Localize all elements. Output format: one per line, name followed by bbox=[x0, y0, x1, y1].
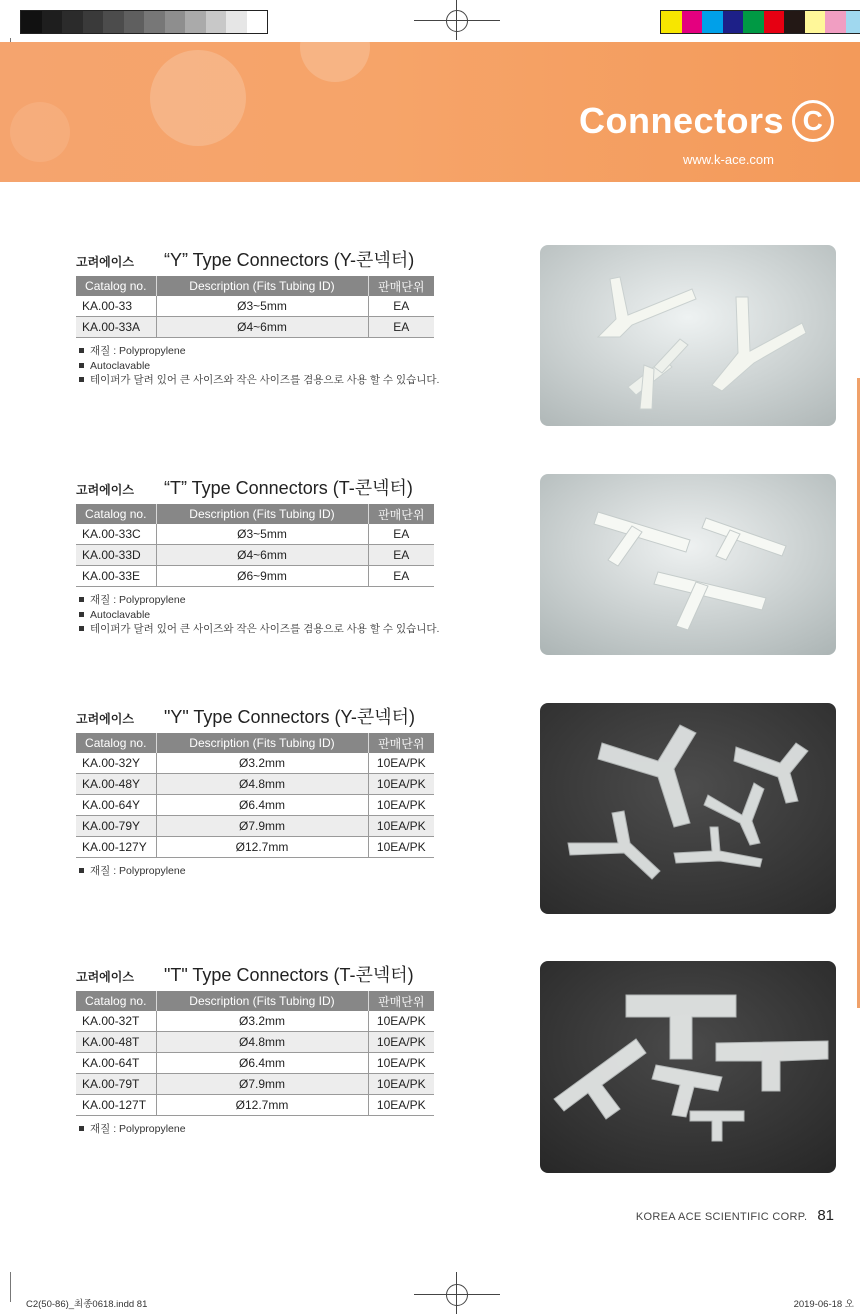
color-swatch bbox=[226, 11, 247, 33]
color-swatch bbox=[165, 11, 186, 33]
website-url[interactable]: www.k-ace.com bbox=[682, 152, 774, 167]
table-row bbox=[76, 566, 434, 587]
table-header-row bbox=[76, 504, 434, 524]
note-item: 재질 : Polypropylene bbox=[76, 864, 436, 879]
table-row bbox=[76, 317, 434, 338]
cell-description: Ø6.4mm bbox=[156, 795, 368, 816]
cell-unit: 10EA/PK bbox=[368, 816, 434, 837]
section-title: “T” Type Connectors (T-콘넥터) bbox=[163, 478, 413, 498]
color-swatch bbox=[42, 11, 63, 33]
color-swatch bbox=[682, 11, 703, 33]
crop-mark-left-bottom bbox=[10, 1272, 11, 1302]
header-description: Description (Fits Tubing ID) bbox=[156, 504, 368, 524]
cell-description: Ø3.2mm bbox=[156, 1011, 368, 1032]
table-row bbox=[76, 753, 434, 774]
cell-catalog: KA.00-64T bbox=[76, 1053, 156, 1074]
cell-description: Ø6.4mm bbox=[156, 1053, 368, 1074]
note-item: Autoclavable bbox=[76, 359, 436, 374]
cell-catalog: KA.00-48Y bbox=[76, 774, 156, 795]
header-unit: 판매단위 bbox=[368, 733, 434, 753]
cell-description: Ø3~5mm bbox=[156, 524, 368, 545]
color-swatch bbox=[103, 11, 124, 33]
product-photo-y-connectors-pk bbox=[540, 703, 836, 914]
cell-catalog: KA.00-48T bbox=[76, 1032, 156, 1053]
brand-name: 고려에이스 bbox=[76, 255, 134, 269]
table-row bbox=[76, 1074, 434, 1095]
color-swatch bbox=[784, 11, 805, 33]
cell-description: Ø12.7mm bbox=[156, 837, 368, 858]
table-row bbox=[76, 1032, 434, 1053]
color-swatch bbox=[764, 11, 785, 33]
table-header-row bbox=[76, 991, 434, 1011]
color-swatch bbox=[124, 11, 145, 33]
cell-catalog: KA.00-127T bbox=[76, 1095, 156, 1116]
cell-unit: 10EA/PK bbox=[368, 837, 434, 858]
cell-unit: EA bbox=[368, 317, 434, 338]
cmyk-color-bar bbox=[660, 10, 860, 34]
cell-unit: 10EA/PK bbox=[368, 795, 434, 816]
header-catalog: Catalog no. bbox=[76, 733, 156, 753]
color-swatch bbox=[62, 11, 83, 33]
notes-list bbox=[76, 593, 440, 637]
note-item: 테이퍼가 달려 있어 큰 사이즈와 작은 사이즈를 겸용으로 사용 할 수 있습니다. bbox=[76, 373, 436, 388]
header-catalog: Catalog no. bbox=[76, 276, 156, 296]
color-swatch bbox=[206, 11, 227, 33]
header-unit: 판매단위 bbox=[368, 504, 434, 524]
color-swatch bbox=[723, 11, 744, 33]
notes-list bbox=[76, 1122, 436, 1137]
product-photo-y-connectors-taper bbox=[540, 245, 836, 426]
section-title: "T" Type Connectors (T-콘넥터) bbox=[163, 965, 414, 985]
company-name: KOREA ACE SCIENTIFIC CORP. bbox=[635, 1211, 808, 1223]
color-swatch bbox=[846, 11, 860, 33]
table-row bbox=[76, 1053, 434, 1074]
product-section-t-type-33 bbox=[76, 474, 440, 637]
header-description: Description (Fits Tubing ID) bbox=[156, 733, 368, 753]
page-footer bbox=[636, 1207, 834, 1224]
page-number: 81 bbox=[817, 1207, 834, 1224]
cell-unit: EA bbox=[368, 545, 434, 566]
brand-name: 고려에이스 bbox=[76, 483, 134, 497]
section-title: "Y" Type Connectors (Y-콘넥터) bbox=[163, 707, 416, 727]
grayscale-color-bar bbox=[20, 10, 268, 34]
cell-unit: 10EA/PK bbox=[368, 1053, 434, 1074]
cell-catalog: KA.00-32T bbox=[76, 1011, 156, 1032]
spec-table bbox=[76, 733, 434, 858]
brand-name: 고려에이스 bbox=[76, 970, 134, 984]
product-section-y-type-pk bbox=[76, 703, 436, 879]
page-title: Connectors C bbox=[579, 100, 834, 142]
notes-list bbox=[76, 864, 436, 879]
cell-unit: EA bbox=[368, 524, 434, 545]
color-swatch bbox=[21, 11, 42, 33]
cell-description: Ø4.8mm bbox=[156, 774, 368, 795]
section-badge: C bbox=[792, 100, 834, 142]
note-item: 재질 : Polypropylene bbox=[76, 593, 436, 608]
section-heading bbox=[76, 703, 436, 729]
table-row bbox=[76, 774, 434, 795]
cell-description: Ø7.9mm bbox=[156, 1074, 368, 1095]
cell-unit: 10EA/PK bbox=[368, 1074, 434, 1095]
table-row bbox=[76, 1011, 434, 1032]
section-title: “Y” Type Connectors (Y-콘넥터) bbox=[163, 250, 415, 270]
product-photo-t-connectors-pk bbox=[540, 961, 836, 1173]
color-swatch bbox=[825, 11, 846, 33]
cell-catalog: KA.00-79Y bbox=[76, 816, 156, 837]
color-swatch bbox=[743, 11, 764, 33]
color-swatch bbox=[185, 11, 206, 33]
cell-unit: 10EA/PK bbox=[368, 1011, 434, 1032]
cell-unit: 10EA/PK bbox=[368, 1032, 434, 1053]
color-swatch bbox=[83, 11, 104, 33]
table-row bbox=[76, 545, 434, 566]
spec-table bbox=[76, 276, 434, 338]
cell-unit: 10EA/PK bbox=[368, 1095, 434, 1116]
table-row bbox=[76, 837, 434, 858]
table-row bbox=[76, 1095, 434, 1116]
cell-description: Ø3.2mm bbox=[156, 753, 368, 774]
cell-catalog: KA.00-33C bbox=[76, 524, 156, 545]
color-swatch bbox=[702, 11, 723, 33]
print-slug-file: C2(50-86)_최종0618.indd 81 bbox=[26, 1299, 148, 1310]
note-item: Autoclavable bbox=[76, 608, 436, 623]
header-catalog: Catalog no. bbox=[76, 991, 156, 1011]
cell-unit: 10EA/PK bbox=[368, 774, 434, 795]
note-item: 재질 : Polypropylene bbox=[76, 344, 436, 359]
header-description: Description (Fits Tubing ID) bbox=[156, 991, 368, 1011]
cell-unit: EA bbox=[368, 296, 434, 317]
cell-catalog: KA.00-33 bbox=[76, 296, 156, 317]
table-header-row bbox=[76, 733, 434, 753]
cell-catalog: KA.00-33A bbox=[76, 317, 156, 338]
table-row bbox=[76, 524, 434, 545]
cell-catalog: KA.00-32Y bbox=[76, 753, 156, 774]
note-item: 재질 : Polypropylene bbox=[76, 1122, 436, 1137]
product-photo-t-connectors-taper bbox=[540, 474, 836, 655]
spec-table bbox=[76, 991, 434, 1116]
cell-catalog: KA.00-33D bbox=[76, 545, 156, 566]
table-header-row bbox=[76, 276, 434, 296]
product-section-t-type-pk bbox=[76, 961, 436, 1137]
color-swatch bbox=[247, 11, 268, 33]
product-section-y-type-33 bbox=[76, 246, 440, 388]
header-unit: 판매단위 bbox=[368, 276, 434, 296]
section-heading bbox=[76, 474, 436, 500]
cell-description: Ø3~5mm bbox=[156, 296, 368, 317]
table-row bbox=[76, 296, 434, 317]
header-unit: 판매단위 bbox=[368, 991, 434, 1011]
cell-description: Ø6~9mm bbox=[156, 566, 368, 587]
section-heading bbox=[76, 961, 436, 987]
print-slug-date: 2019-06-18 오 bbox=[793, 1299, 854, 1310]
cell-description: Ø4~6mm bbox=[156, 317, 368, 338]
cell-catalog: KA.00-33E bbox=[76, 566, 156, 587]
cell-catalog: KA.00-127Y bbox=[76, 837, 156, 858]
cell-description: Ø7.9mm bbox=[156, 816, 368, 837]
cell-catalog: KA.00-79T bbox=[76, 1074, 156, 1095]
cell-description: Ø4~6mm bbox=[156, 545, 368, 566]
note-item: 테이퍼가 달려 있어 큰 사이즈와 작은 사이즈를 겸용으로 사용 할 수 있습니다. bbox=[76, 622, 436, 637]
section-heading bbox=[76, 246, 436, 272]
cell-description: Ø4.8mm bbox=[156, 1032, 368, 1053]
spec-table bbox=[76, 504, 434, 587]
header-catalog: Catalog no. bbox=[76, 504, 156, 524]
notes-list bbox=[76, 344, 440, 388]
header-description: Description (Fits Tubing ID) bbox=[156, 276, 368, 296]
cell-unit: 10EA/PK bbox=[368, 753, 434, 774]
color-swatch bbox=[144, 11, 165, 33]
brand-name: 고려에이스 bbox=[76, 712, 134, 726]
color-swatch bbox=[661, 11, 682, 33]
color-swatch bbox=[805, 11, 826, 33]
cell-unit: EA bbox=[368, 566, 434, 587]
cell-description: Ø12.7mm bbox=[156, 1095, 368, 1116]
table-row bbox=[76, 795, 434, 816]
table-row bbox=[76, 816, 434, 837]
cell-catalog: KA.00-64Y bbox=[76, 795, 156, 816]
